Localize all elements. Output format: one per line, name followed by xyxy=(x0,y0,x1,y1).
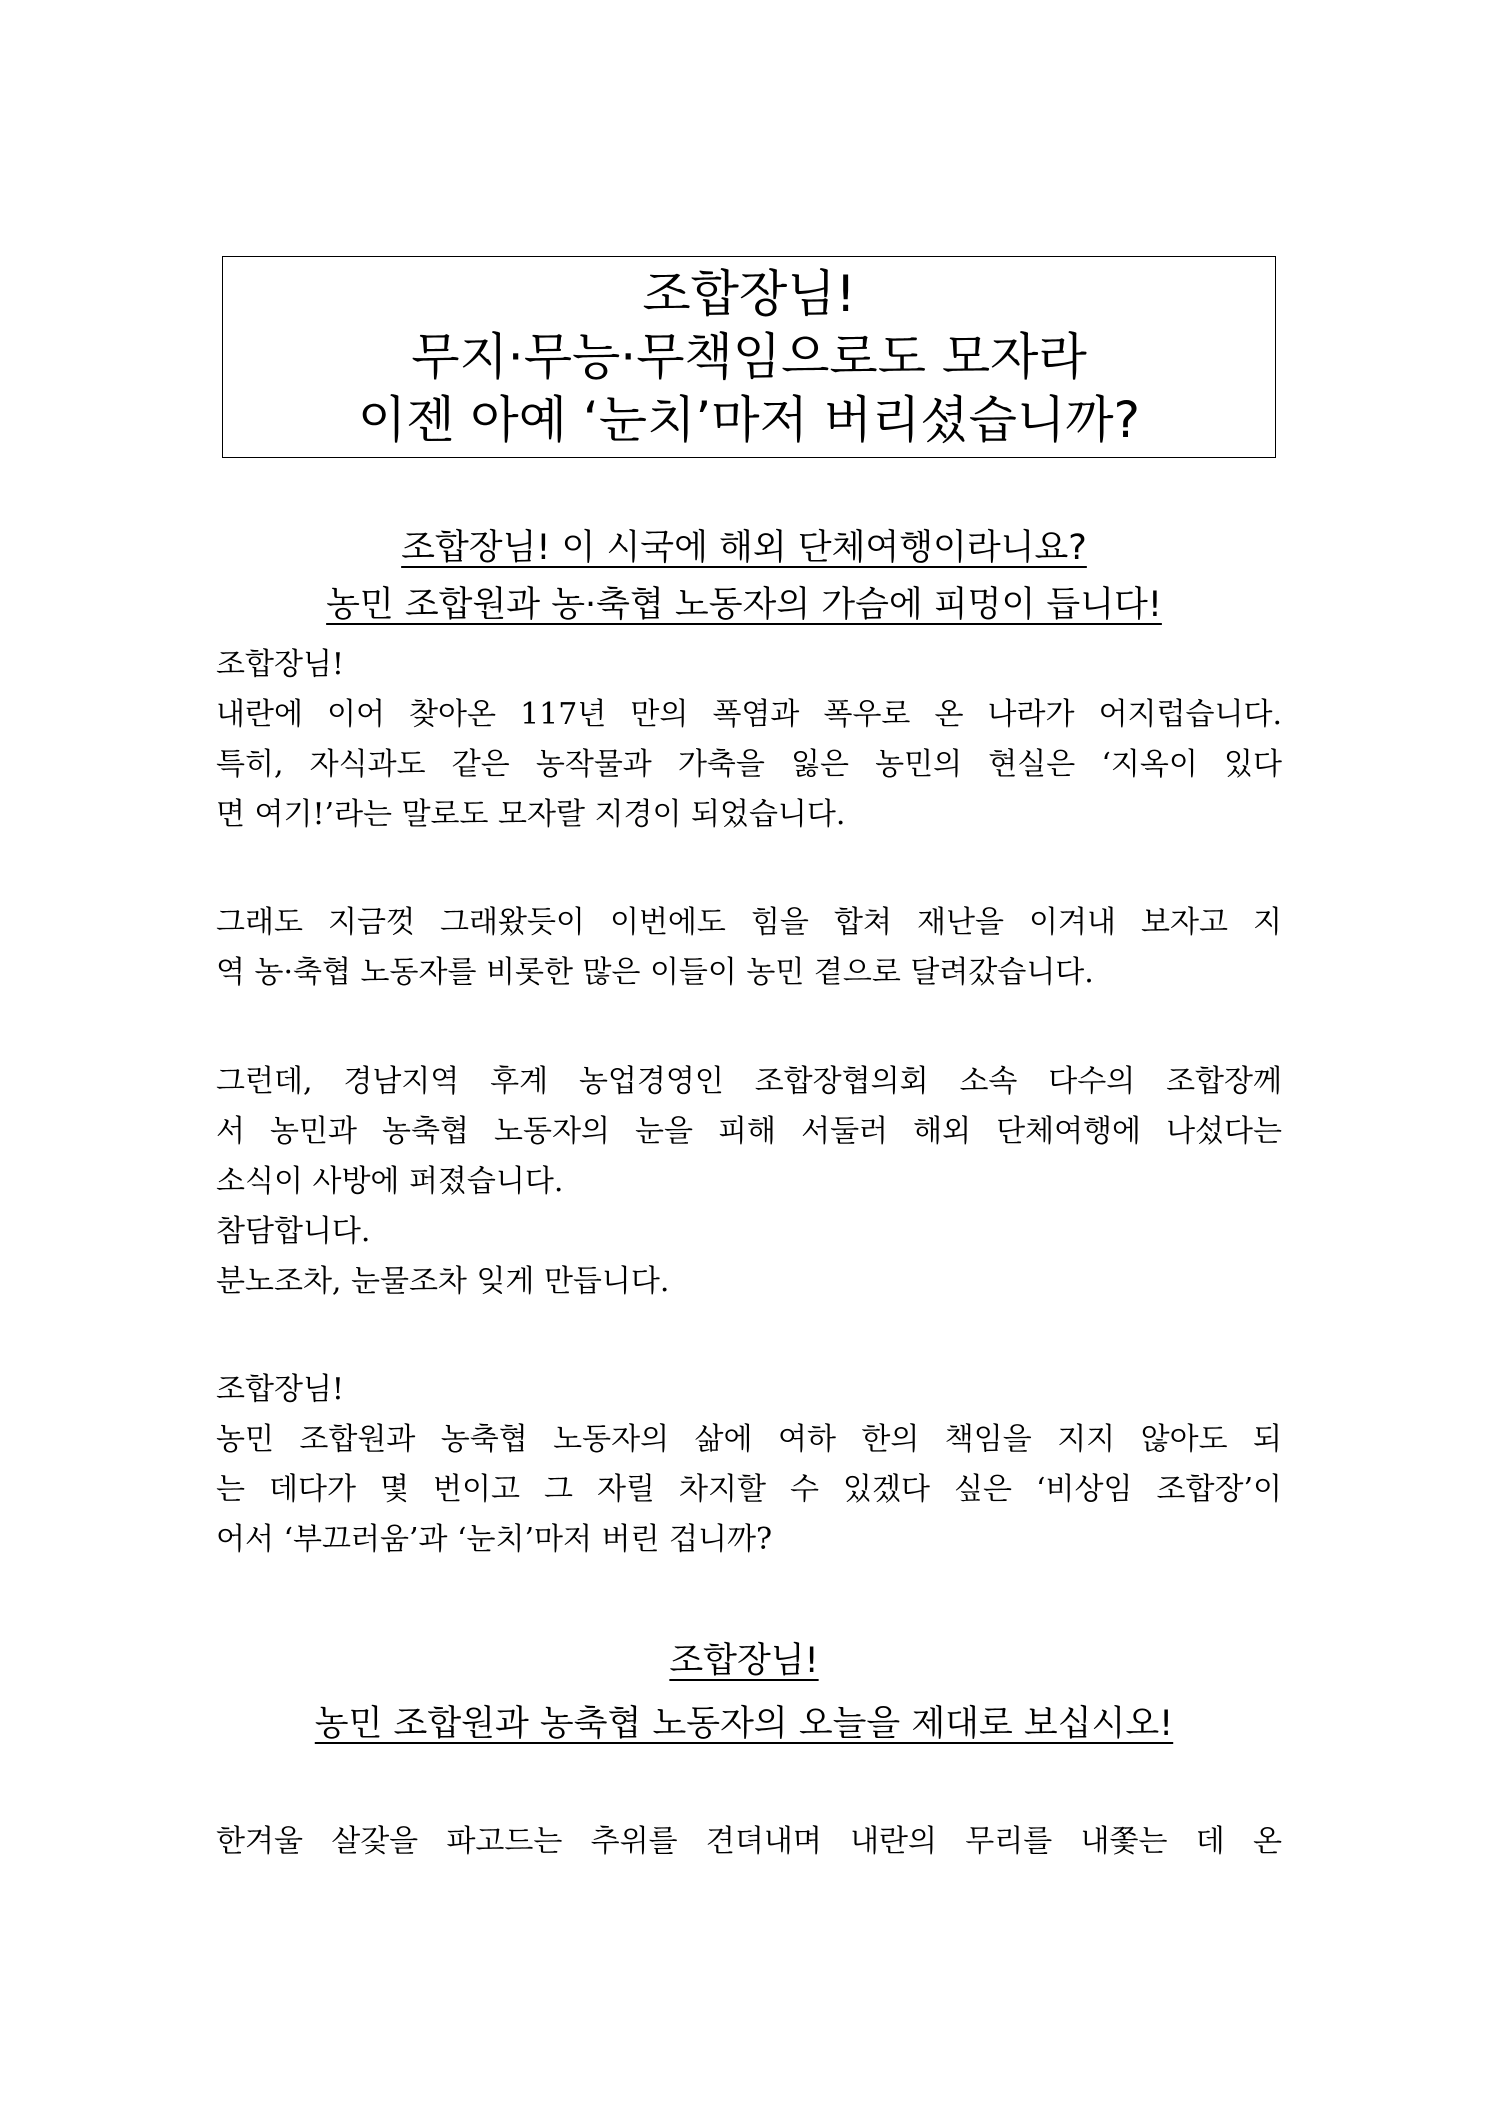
subheading-1-line-1 xyxy=(200,520,1288,570)
paragraph-line: 역 농·축협 노동자를 비롯한 많은 이들이 농민 곁으로 달려갔습니다. xyxy=(216,955,1094,990)
paragraph-2 xyxy=(216,898,1282,998)
subheading-2-line-2 xyxy=(200,1696,1288,1746)
title-line-2: 무지·무능·무책임으로도 모자라 xyxy=(411,327,1087,386)
paragraph-line: 내란에 이어 찾아온 117년 만의 폭염과 폭우로 온 나라가 어지럽습니다. xyxy=(216,697,1282,732)
paragraph-line: 특히, 자식과도 같은 농작물과 가축을 잃은 농민의 현실은 ‘지옥이 있다 xyxy=(216,747,1282,782)
paragraph-1 xyxy=(216,640,1282,840)
paragraph-line: 분노조차, 눈물조차 잊게 만듭니다. xyxy=(216,1264,670,1299)
paragraph-line: 소식이 사방에 퍼졌습니다. xyxy=(216,1164,564,1199)
subheading-2-line-2-text: 농민 조합원과 농축협 노동자의 오늘을 제대로 보십시오! xyxy=(314,1704,1174,1744)
paragraph-line: 참담합니다. xyxy=(216,1214,371,1249)
paragraph-5 xyxy=(216,1817,1282,1867)
title-box xyxy=(222,256,1276,458)
paragraph-3 xyxy=(216,1057,1282,1307)
title-line-3: 이젠 아예 ‘눈치’마저 버리셨습니까? xyxy=(357,390,1141,449)
paragraph-line: 그런데, 경남지역 후계 농업경영인 조합장협의회 소속 다수의 조합장께 xyxy=(216,1064,1282,1099)
paragraph-line: 는 데다가 몇 번이고 그 자릴 차지할 수 있겠다 싶은 ‘비상임 조합장’이 xyxy=(216,1472,1282,1507)
paragraph-4 xyxy=(216,1365,1282,1565)
title-line-1: 조합장님! xyxy=(642,264,856,323)
subheading-2-line-1-text: 조합장님! xyxy=(669,1641,819,1681)
subheading-1-line-1-text: 조합장님! 이 시국에 해외 단체여행이라니요? xyxy=(401,528,1087,568)
paragraph-line: 면 여기!’라는 말로도 모자랄 지경이 되었습니다. xyxy=(216,797,846,832)
subheading-1-line-2-text: 농민 조합원과 농·축협 노동자의 가슴에 피멍이 듭니다! xyxy=(326,585,1162,625)
paragraph-line: 농민 조합원과 농축협 노동자의 삶에 여하 한의 책임을 지지 않아도 되 xyxy=(216,1422,1282,1457)
paragraph-line: 조합장님! xyxy=(216,647,344,682)
paragraph-line: 조합장님! xyxy=(216,1372,344,1407)
paragraph-line: 서 농민과 농축협 노동자의 눈을 피해 서둘러 해외 단체여행에 나섰다는 xyxy=(216,1114,1282,1149)
paragraph-line: 어서 ‘부끄러움’과 ‘눈치’마저 버린 겁니까? xyxy=(216,1522,773,1557)
subheading-1-line-2 xyxy=(200,577,1288,627)
paragraph-line: 한겨울 살갗을 파고드는 추위를 견뎌내며 내란의 무리를 내쫓는 데 온 xyxy=(216,1824,1282,1859)
subheading-2-line-1 xyxy=(200,1633,1288,1683)
paragraph-line: 그래도 지금껏 그래왔듯이 이번에도 힘을 합쳐 재난을 이겨내 보자고 지 xyxy=(216,905,1282,940)
